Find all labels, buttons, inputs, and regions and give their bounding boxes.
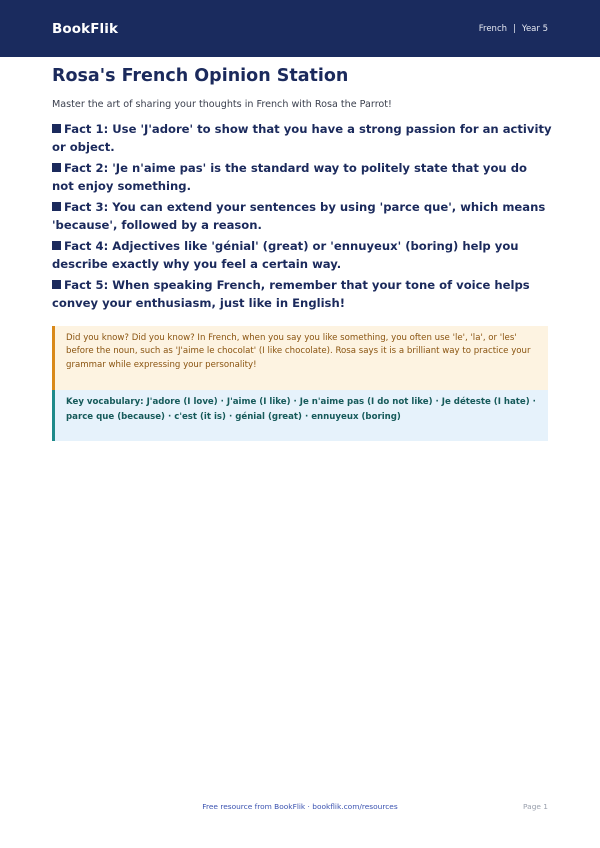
fact-text: Fact 1: Use 'J'adore' to show that you have a strong passion for an activity or object. (52, 122, 552, 154)
fact-item (52, 160, 552, 195)
header-meta (479, 24, 548, 34)
fact-item (52, 199, 552, 234)
intro-text: Master the art of sharing your thoughts in French with Rosa the Parrot! (52, 99, 392, 110)
square-bullet-icon (52, 202, 61, 211)
brand-logo[interactable]: BookFlik (52, 20, 119, 37)
facts-list (52, 121, 552, 316)
fact-text: Fact 4: Adjectives like 'génial' (great) or 'ennuyeux' (boring) help you describe exactly why you feel a certain way. (52, 239, 519, 271)
square-bullet-icon (52, 241, 61, 250)
fact-text: Fact 3: You can extend your sentences by using 'parce que', which means 'because', followed by a reason. (52, 200, 546, 232)
key-vocabulary-box: Key vocabulary: J'adore (I love) · J'aime (I like) · Je n'aime pas (I do not like) · Je déteste (I hate) · parce que (because) · c'est (it is) · génial (great) · ennuyeux (boring) (52, 390, 548, 441)
did-you-know-callout: Did you know? Did you know? In French, when you say you like something, you often use 'le', 'la', or 'les' before the noun, such as 'J'aime le chocolat' (I like chocolate). Rosa says it is a brilliant way to practice your grammar while expressing your personality! (52, 326, 548, 390)
header-bar (0, 0, 600, 57)
meta-separator: | (513, 23, 516, 34)
square-bullet-icon (52, 280, 61, 289)
page-title: Rosa's French Opinion Station (52, 66, 349, 86)
footer-credit-link[interactable]: Free resource from BookFlik · bookflik.com/resources (202, 802, 398, 811)
fact-text: Fact 2: 'Je n'aime pas' is the standard way to politely state that you do not enjoy something. (52, 161, 527, 193)
fact-item (52, 238, 552, 273)
square-bullet-icon (52, 124, 61, 133)
page-number: Page 1 (523, 802, 548, 811)
year-label: Year 5 (521, 23, 548, 34)
fact-text: Fact 5: When speaking French, remember that your tone of voice helps convey your enthusiasm, just like in English! (52, 278, 530, 310)
fact-item (52, 277, 552, 312)
subject-label: French (478, 23, 508, 34)
fact-item (52, 121, 552, 156)
square-bullet-icon (52, 163, 61, 172)
